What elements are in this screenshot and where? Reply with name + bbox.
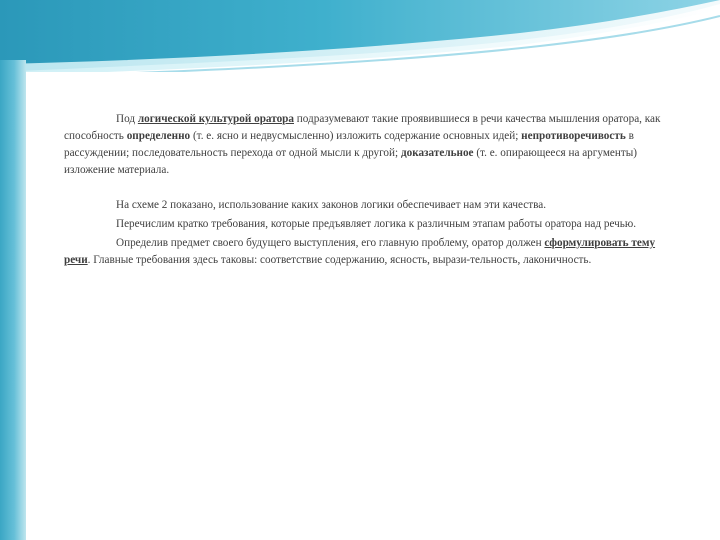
paragraph-1 bbox=[64, 111, 674, 179]
paragraph-2-text: На схеме 2 показано, использование каких законов логики обеспечивает нам эти качества. bbox=[116, 199, 547, 211]
paragraph-4 bbox=[64, 235, 674, 269]
left-decorative-band bbox=[0, 60, 26, 540]
paragraph-4-term-formulate-topic: сформулировать тему речи bbox=[64, 237, 656, 266]
paragraph-1-segment-5: (т. е. ясно и недвусмысленно) изложить содержание основных идей; bbox=[190, 130, 522, 142]
paragraph-3-text: Перечислим кратко требования, которые предъявляет логика к различным этапам работы оратора над речью. bbox=[116, 218, 637, 230]
paragraph-1-segment-9: (т. е. опирающееся на аргументы) изложение материала. bbox=[64, 147, 637, 176]
paragraph-1-term-logical-culture: логической культурой оратора bbox=[137, 113, 294, 125]
paragraph-2 bbox=[64, 197, 674, 214]
paragraph-3 bbox=[64, 216, 674, 233]
paragraph-1-segment-1: Под bbox=[116, 113, 138, 125]
paragraph-1-term-definitely: определенно bbox=[126, 130, 191, 142]
paragraph-1-segment-7: в рассуждении; последовательность перехода от одной мысли к другой; bbox=[64, 130, 634, 159]
paragraph-4-segment-3: . Главные требования здесь таковы: соответствие содержанию, ясность, вырази-тельность, лаконичность. bbox=[87, 254, 592, 266]
slide-text bbox=[64, 111, 674, 269]
paragraph-1-term-consistency: непротиворечивость bbox=[521, 130, 626, 142]
paragraph-1-term-evidential: доказательное bbox=[400, 147, 474, 159]
paragraph-4-segment-1: Определив предмет своего будущего выступления, его главную проблему, оратор должен bbox=[116, 237, 545, 249]
paragraph-1-segment-3: подразумевают такие проявившиеся в речи качества мышления оратора, как способность bbox=[64, 113, 661, 142]
